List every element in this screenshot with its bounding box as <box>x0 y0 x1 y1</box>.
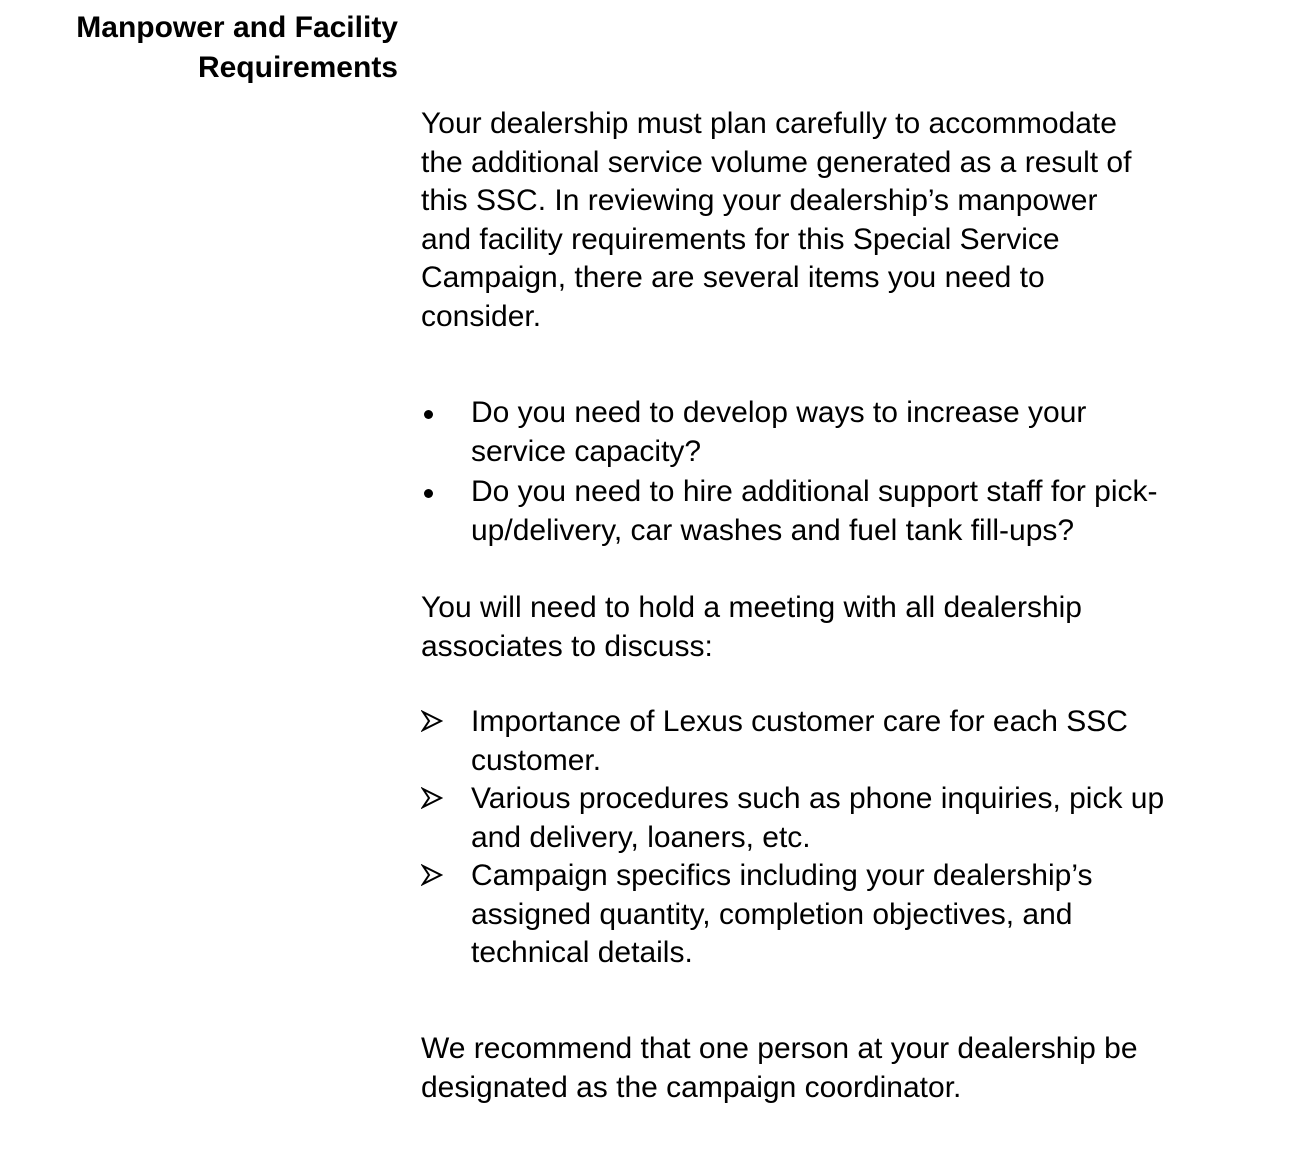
topic-line: Importance of Lexus customer care for each SSC <box>471 705 1128 738</box>
topic-text <box>471 703 1291 780</box>
question-line: up/delivery, car washes and fuel tank fill-ups? <box>471 513 1075 547</box>
intro-line: Your dealership must plan carefully to accommodate <box>421 107 1117 140</box>
topic-text <box>471 857 1291 973</box>
intro-paragraph <box>421 105 1281 336</box>
topic-line: technical details. <box>471 936 693 969</box>
question-text <box>471 473 1291 550</box>
question-text <box>471 394 1291 471</box>
recommendation-line: designated as the campaign coordinator. <box>421 1070 962 1104</box>
section-heading <box>20 8 398 88</box>
topic-line: customer. <box>471 743 602 777</box>
intro-line: the additional service volume generated as a result of <box>421 145 1132 179</box>
intro-line: this SSC. In reviewing your dealership’s manpower <box>421 184 1098 217</box>
topic-line: and delivery, loaners, etc. <box>471 820 811 854</box>
section-heading-line-1: Manpower and Facility <box>76 11 398 44</box>
topic-line: assigned quantity, completion objectives, and <box>471 897 1073 931</box>
question-line: Do you need to develop ways to increase your <box>471 396 1087 429</box>
section-heading-line-2: Requirements <box>197 51 398 84</box>
meeting-line: associates to discuss: <box>421 629 713 663</box>
topic-line: Campaign specifics including your dealership’s <box>471 859 1093 892</box>
intro-line: consider. <box>421 299 542 333</box>
meeting-line: You will need to hold a meeting with all dealership <box>421 591 1082 624</box>
topic-text <box>471 780 1291 857</box>
recommendation-line: We recommend that one person at your dealership be <box>421 1032 1138 1065</box>
question-line: service capacity? <box>471 434 702 468</box>
question-line: Do you need to hire additional support staff for pick- <box>471 475 1158 508</box>
recommendation-paragraph <box>421 1030 1281 1107</box>
intro-line: Campaign, there are several items you need to <box>421 261 1045 294</box>
meeting-paragraph <box>421 589 1281 666</box>
topic-line: Various procedures such as phone inquiries, pick up <box>471 782 1165 815</box>
intro-line: and facility requirements for this Special Service <box>421 222 1060 256</box>
